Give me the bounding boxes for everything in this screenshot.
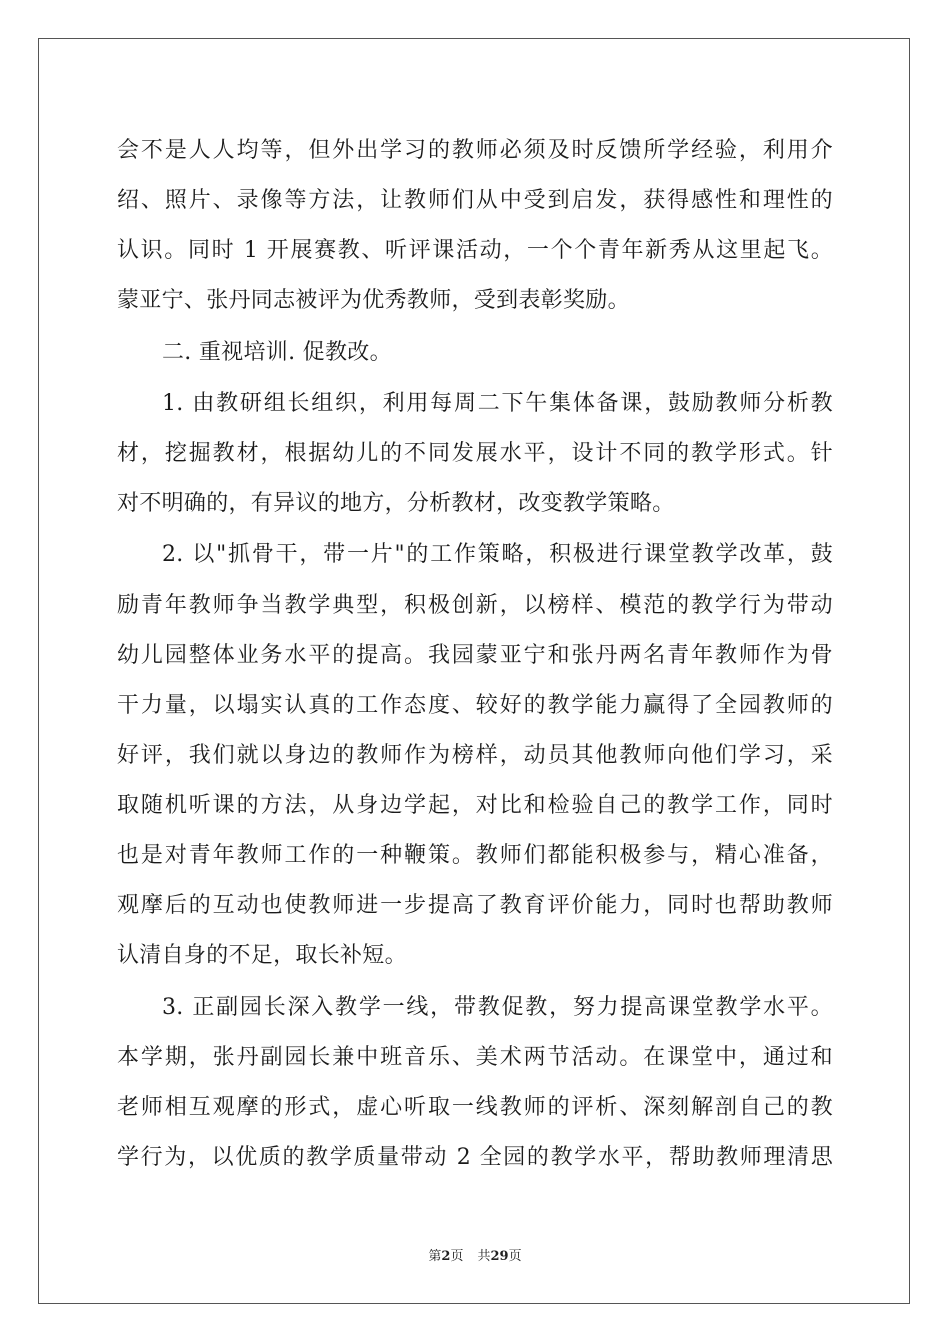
paragraph-line: 老师相互观摩的形式，虚心听取一线教师的评析、深刻解剖自己的教 [117, 1095, 833, 1120]
paragraph-line: 2. 以"抓骨干，带一片"的工作策略，积极进行课堂教学改革，鼓 [162, 542, 833, 567]
paragraph-line: 干力量，以塌实认真的工作态度、较好的教学能力赢得了全园教师的 [117, 693, 833, 718]
page-footer [0, 1248, 950, 1266]
paragraph-line: 对不明确的，有异议的地方，分析教材，改变教学策略。 [117, 491, 675, 516]
total-page-count: 29 [490, 1249, 509, 1264]
paragraph-line: 3. 正副园长深入教学一线，带教促教，努力提高课堂教学水平。 [162, 995, 833, 1020]
total-label-prefix: 共 [477, 1249, 491, 1264]
page-label-suffix: 页 [450, 1249, 464, 1264]
paragraph-line: 励青年教师争当教学典型，积极创新，以榜样、模范的教学行为带动 [117, 593, 833, 618]
paragraph-line: 学行为，以优质的教学质量带动 2 全园的教学水平，帮助教师理清思 [117, 1145, 833, 1170]
paragraph-line: 材，挖掘教材，根据幼儿的不同发展水平，设计不同的教学形式。针 [117, 441, 833, 466]
paragraph-line: 幼儿园整体业务水平的提高。我园蒙亚宁和张丹两名青年教师作为骨 [117, 643, 833, 668]
paragraph-line: 1. 由教研组长组织，利用每周二下午集体备课，鼓励教师分析教 [162, 391, 833, 416]
paragraph-line: 本学期，张丹副园长兼中班音乐、美术两节活动。在课堂中，通过和 [117, 1045, 833, 1070]
paragraph-line: 会不是人人均等，但外出学习的教师必须及时反馈所学经验，利用介 [117, 138, 833, 163]
current-page-number: 2 [441, 1249, 451, 1264]
paragraph-line: 认识。同时 1 开展赛教、听评课活动，一个个青年新秀从这里起飞。 [117, 238, 833, 263]
total-label-suffix: 页 [508, 1249, 522, 1264]
paragraph-line: 蒙亚宁、张丹同志被评为优秀教师，受到表彰奖励。 [117, 288, 630, 313]
paragraph-line: 认清自身的不足，取长补短。 [117, 943, 407, 968]
paragraph-line: 也是对青年教师工作的一种鞭策。教师们都能积极参与，精心准备， [117, 843, 833, 868]
paragraph-line: 绍、照片、录像等方法，让教师们从中受到启发，获得感性和理性的 [117, 188, 833, 213]
paragraph-line: 好评，我们就以身边的教师作为榜样，动员其他教师向他们学习，采 [117, 743, 833, 768]
page-label-prefix: 第 [428, 1249, 442, 1264]
paragraph-line: 取随机听课的方法，从身边学起，对比和检验自己的教学工作，同时 [117, 793, 833, 818]
section-heading: 二. 重视培训. 促教改。 [162, 340, 392, 365]
paragraph-line: 观摩后的互动也使教师进一步提高了教育评价能力，同时也帮助教师 [117, 893, 833, 918]
